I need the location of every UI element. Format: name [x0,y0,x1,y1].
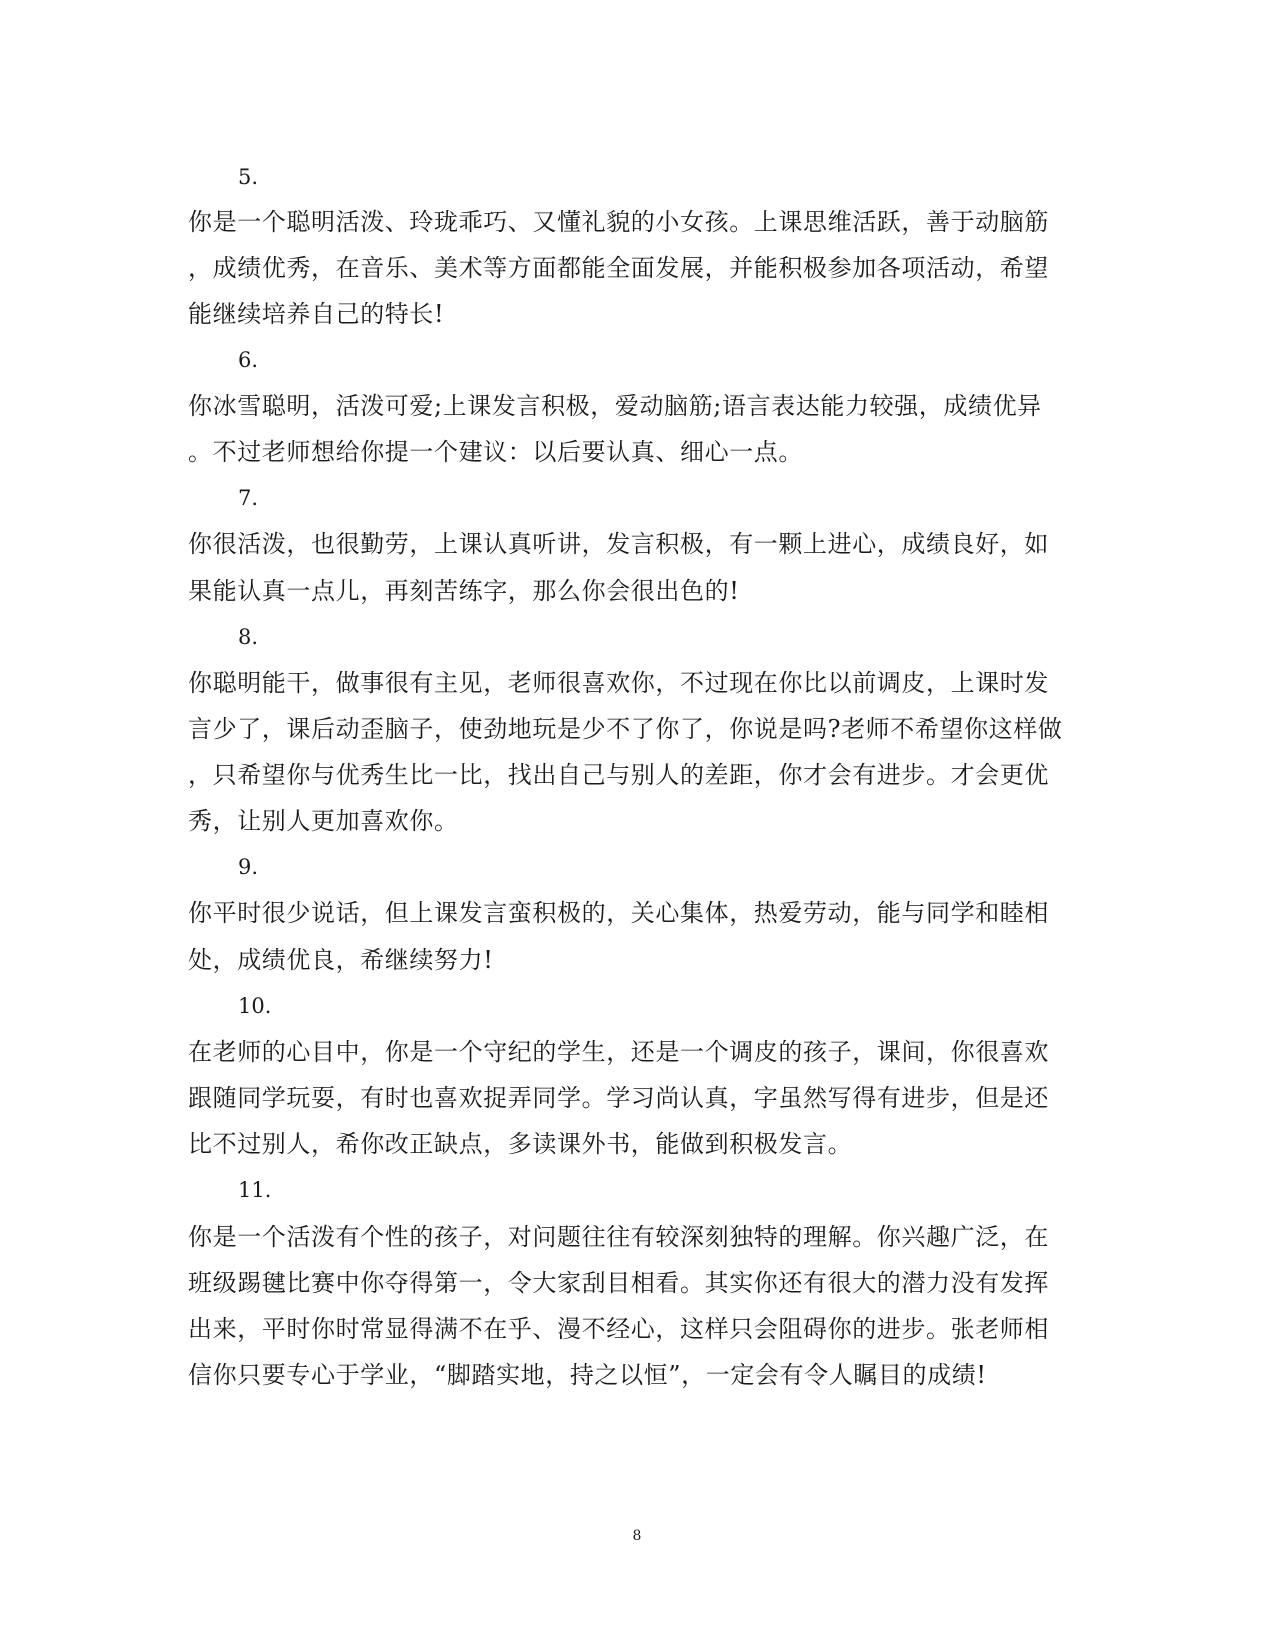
entry-text-line: 处，成绩优良，希继续努力! [188,946,494,974]
entry-text-line: 。不过老师想给你提一个建议：以后要认真、细心一点。 [188,438,803,466]
entry-text-line: 你平时很少说话，但上课发言蛮积极的，关心集体，热爱劳动，能与同学和睦相 [188,899,1049,927]
entry-number: 11. [238,1178,272,1202]
entry-text-line: 比不过别人，希你改正缺点，多读课外书，能做到积极发言。 [188,1130,853,1158]
page-number: 8 [632,1528,642,1544]
entry-text-line: 秀，让别人更加喜欢你。 [188,807,459,835]
entry-text-line: ，只希望你与优秀生比一比，找出自己与别人的差距，你才会有进步。才会更优 [188,761,1049,789]
entry-text-line: 你是一个聪明活泼、玲珑乖巧、又懂礼貌的小女孩。上课思维活跃，善于动脑筋 [188,208,1049,236]
entry-text-line: 出来，平时你时常显得满不在乎、漫不经心，这样只会阻碍你的进步。张老师相 [188,1315,1049,1343]
entry-text-line: 信你只要专心于学业，“脚踏实地，持之以恒”，一定会有令人瞩目的成绩! [188,1361,987,1389]
entry-number: 7. [238,486,259,510]
entry-number: 8. [238,625,259,649]
entry-text-line: 你是一个活泼有个性的孩子，对问题往往有较深刻独特的理解。你兴趣广泛，在 [188,1223,1049,1251]
entry-number: 10. [238,994,272,1018]
entry-text-line: 你聪明能干，做事很有主见，老师很喜欢你，不过现在你比以前调皮，上课时发 [188,669,1049,697]
entry-text-line: 你很活泼，也很勤劳，上课认真听讲，发言积极，有一颗上进心，成绩良好，如 [188,530,1049,558]
entry-text-line: 在老师的心目中，你是一个守纪的学生，还是一个调皮的孩子，课间，你很喜欢 [188,1038,1049,1066]
entry-text-line: ，成绩优秀，在音乐、美术等方面都能全面发展，并能积极参加各项活动，希望 [188,254,1049,282]
entry-text-line: 班级踢毽比赛中你夺得第一，令大家刮目相看。其实你还有很大的潜力没有发挥 [188,1269,1049,1297]
entry-number: 5. [238,165,259,189]
entry-number: 9. [238,855,259,879]
entry-text-line: 你冰雪聪明，活泼可爱;上课发言积极，爱动脑筋;语言表达能力较强，成绩优异 [188,392,1042,420]
entry-text-line: 言少了，课后动歪脑子，使劲地玩是少不了你了，你说是吗?老师不希望你这样做 [188,715,1063,743]
entry-text-line: 能继续培养自己的特长! [188,300,445,328]
entry-text-line: 跟随同学玩耍，有时也喜欢捉弄同学。学习尚认真，字虽然写得有进步，但是还 [188,1084,1049,1112]
entry-number: 6. [238,348,259,372]
entry-text-line: 果能认真一点儿，再刻苦练字，那么你会很出色的! [188,577,740,605]
